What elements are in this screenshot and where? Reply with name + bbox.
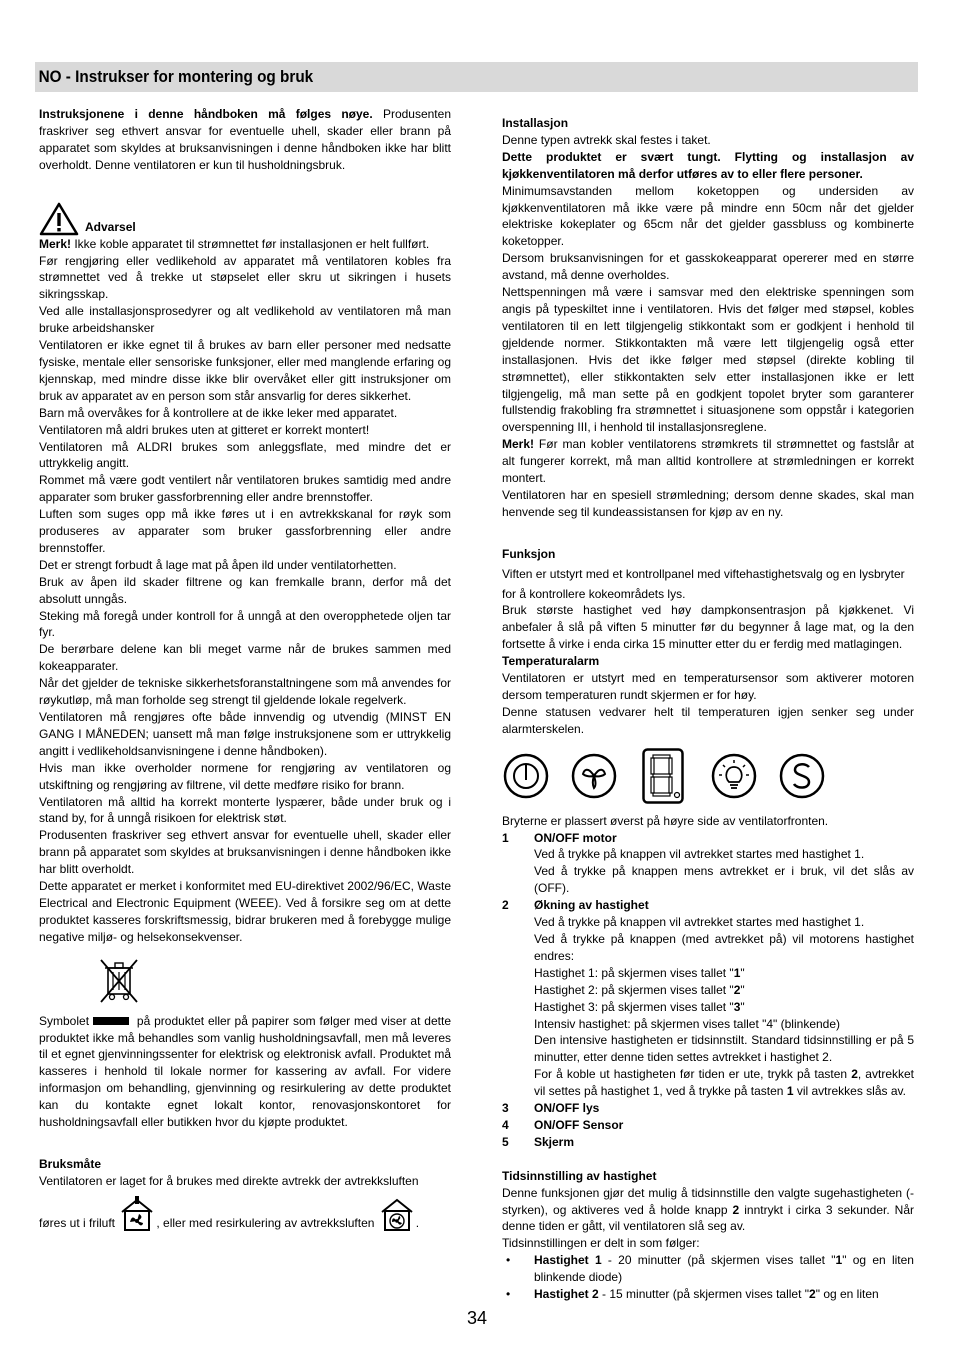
timer-text: Tidsinnstillingen er delt in som følger:	[502, 1236, 700, 1251]
paragraph: Før rengjøring eller vedlikehold av apparatet må ventilatoren kobles fra strømnettet ved å trekke ut støpselet eller skru ut sikringen i husets sikringsskap.	[39, 253, 451, 302]
bruksmate-text-b: , eller med resirkulering av avtrekksluften	[156, 1215, 375, 1230]
temp-text: Denne statusen vedvarer helt til temperaturen igjen senker seg under alarmterskelen.	[502, 704, 914, 736]
merk-paragraph	[502, 436, 914, 487]
recirculation-mode-icon	[378, 1196, 416, 1232]
speed-line: Hastighet 2: på skjermen vises tallet "2"	[534, 982, 745, 997]
bruksmate-text-c: .	[415, 1215, 420, 1230]
paragraph: Bruk av åpen ild skader filtrene og kan fremkalle brann, derfor må det absolutt unngås.	[39, 574, 451, 606]
list-item: • Hastighet 1 - 20 minutter (på skjermen vises tallet "1" og en liten blinkende diode)	[506, 1253, 914, 1285]
install-bold-text: Dette produktet er svært tungt. Flytting og installasjon av kjøkkenventilatoren må derfor utføres av to eller flere personer.	[502, 149, 914, 181]
light-icon	[710, 752, 758, 805]
paragraph: De berørbare delene kan bli meget varme når de brukes sammen med kokeapparater.	[39, 642, 451, 674]
switches-text: Bryterne er plassert øverst på høyre side av ventilatorfronten.	[502, 813, 829, 828]
paragraph: Ventilatoren må alltid ha korrekt monterte lyspærer, både under bruk og i stand by, for å unngå risikoen for elektrisk støt.	[39, 794, 451, 826]
bruksmate-text-a: føres ut i friluft	[39, 1215, 116, 1230]
paragraph: Dette apparatet er merket i konformitet med EU-direktivet 2002/96/EC, Waste Electrical and Electronic Equipment (WEEE). Ved å forsikre seg om at dette produktet kasseres forskriftsmessig, bidrar brukeren med å forebygge mulige negative miljø- og helsekonsekvenser.	[39, 879, 451, 944]
install-text: Dersom bruksanvisningen for et gasskokeapparat opererer med en større avstand, må denne overholdes.	[502, 251, 914, 283]
list-item: 1 ON/OFF motor	[502, 830, 617, 845]
intro-bold: Instruksjonene i denne håndboken må følges nøye.	[39, 107, 373, 121]
install-text: Denne typen avtrekk skal festes i taket.	[502, 132, 711, 147]
extraction-mode-icon	[118, 1196, 156, 1232]
right-column	[502, 115, 914, 1303]
left-column	[39, 106, 451, 1232]
symbol-after: på produktet eller på papirer som følger med viser at dette produktet ikke må behandles som vanlig husholdningsavfall, men må leveres til et egnet gjenvinningssenter for elektrisk og elektronisk avfall. Produktet må kasseres i henhold til lokale normer for kassering av avfall. For videre informasjon om behandling, gjenvinning og resirkulering av dette produktet kan du kontakte egnet lokalt kontor, renovasjonskontoret for husholdningsavfall eller butikken hvor du kjøpte produktet.	[39, 1013, 451, 1130]
timer-title: Tidsinnstilling av hastighet	[502, 1168, 657, 1183]
crossed-bin-icon	[95, 956, 143, 1004]
item-text: Intensiv hastighet: på skjermen vises tallet "4" (blinkende)	[534, 1016, 841, 1031]
install-text: Minimumsavstanden mellom koketoppen og undersiden av kjøkkenventilatoren må ikke være på mindre enn 50cm når det gjelder elektriske kokeplater og 65cm når det gjelder gassbluss og kombinerte koketopper.	[502, 183, 914, 249]
item-text: Ved å trykke på knappen vil avtrekket startes med hastighet 1.	[534, 847, 865, 862]
paragraph: Ventilatoren må ALDRI brukes som anleggsflate, med mindre det er uttrykkelig angitt.	[39, 439, 451, 471]
paragraph: Rommet må være godt ventilert når ventilatoren brukes samtidig med andre apparater som bruker gassforbrenning eller andre brennstoffer.	[39, 473, 451, 505]
merk-label: Merk!	[502, 437, 535, 452]
paragraph: Ventilatoren er ikke egnet til å brukes av barn eller personer med nedsatte fysiske, mentale eller sensoriske funksjoner, eller med manglende erfaring og kjennskap, med mindre disse ikke blir overvåket eller gitt instruksjoner om bruk av apparatet av en person som står ansvarlig for deres sikkerhet.	[39, 338, 451, 403]
fan-icon	[570, 752, 618, 805]
control-panel-icons	[502, 748, 914, 809]
warning-title: Advarsel	[85, 219, 136, 234]
timer-text: Denne funksjonen gjør det mulig å tidsinnstille den valgte sugehastigheten (-styrken), og aktiveres ved å holde knapp 2 inntrykt i cirka 3 sekunder. Når denne tiden er gått, vil ventilatoren slå seg av.	[502, 1185, 915, 1234]
page-number: 34	[466, 1308, 488, 1328]
funksjon-text: Viften er utstyrt med et kontrollpanel med viftehastighetsvalg og en lysbryter	[502, 566, 905, 581]
symbol-paragraph	[39, 1013, 451, 1131]
black-bar-symbol	[93, 1017, 129, 1025]
funksjon-title: Funksjon	[502, 546, 556, 561]
weee-symbol	[95, 956, 451, 1009]
merk-text: Ikke koble apparatet til strømnettet før installasjonen er helt fullført.	[71, 236, 430, 251]
sensor-icon	[778, 752, 826, 805]
item-text: Ved å trykke på knappen vil avtrekket startes med hastighet 1.	[534, 915, 865, 930]
page-title: NO - Instrukser for montering og bruk	[38, 67, 314, 86]
paragraph: Det er strengt forbudt å lage mat på åpen ild under ventilatorhetten.	[39, 557, 397, 572]
bruksmate-line	[39, 1196, 451, 1232]
power-icon	[502, 752, 550, 805]
warning-icon	[39, 202, 79, 236]
paragraph: Steking må foregå under kontroll for å unngå at den overopphetede oljen tar fyr.	[39, 608, 451, 640]
header-bar	[35, 62, 918, 92]
paragraph: Ved alle installasjonsprosedyrer og alt vedlikehold av ventilatoren må man bruke arbeidshansker	[39, 304, 451, 336]
funksjon-text: for å kontrollere kokeområdets lys.	[502, 586, 686, 601]
merk-paragraph	[39, 236, 451, 253]
intro-text: Produsenten fraskriver seg ethvert ansvar for eventuelle uhell, skader eller brann på apparatet som skyldes at bruksanvisningen i denne håndboken ikke har blitt overholdt. Denne ventilatoren er kun til husholdningsbruk.	[39, 107, 451, 172]
bruksmate-title: Bruksmåte	[39, 1156, 102, 1171]
paragraph: Hvis man ikke overholder normene for rengjøring av ventilatoren og utskiftning og rengjøring av filtrene, vil dette medføre risiko for brann.	[39, 760, 451, 792]
list-item: 4 ON/OFF Sensor	[502, 1117, 624, 1132]
speed-line: Hastighet 1: på skjermen vises tallet "1"	[534, 965, 745, 980]
temp-title: Temperaturalarm	[502, 654, 600, 669]
list-item: 3 ON/OFF lys	[502, 1101, 600, 1116]
merk-text: Før man kobler ventilatorens strømkrets til strømnettet og fastslår at alt fungerer korrekt, må man alltid kontrollere at strømledningen er korrekt montert.	[502, 437, 914, 486]
merk-label: Merk!	[39, 236, 72, 251]
paragraph: Ventilatoren må rengjøres ofte både innvendig og utvendig (MINST EN GANG I MÅNEDEN; uansett må man følge instruksjonene som er uttrykkelig angitt i vedlikeholdsanvisningene i denne håndboken).	[39, 710, 451, 758]
item-text: Ved å trykke på knappen (med avtrekket på) vil motorens hastighet endres:	[534, 931, 914, 963]
paragraph: Barn må overvåkes for å kontrollere at de ikke leker med apparatet.	[39, 405, 398, 420]
paragraph: Produsenten fraskriver seg ethvert ansvar for eventuelle uhell, skader eller brann på apparatet som skyldes at bruksanvisningen i denne håndboken ikke har blitt overholdt.	[39, 828, 451, 877]
bruksmate-text: Ventilatoren er laget for å brukes med direkte avtrekk der avtrekksluften	[39, 1173, 419, 1188]
item-text: For å koble ut hastigheten før tiden er ute, trykk på tasten 2, avtrekket vil settes på hastighet 1, ved å trykke på tasten 1 vil avtrekkes slås av.	[534, 1067, 914, 1099]
speed-line: Hastighet 3: på skjermen vises tallet "3"	[534, 999, 745, 1014]
install-text: Nettspenningen må være i samsvar med den elektriske spenningen som angis på typeskiltet inne i ventilatoren. Hvis det følger med støpsel, kobles ventilatoren til en lett tilgjengelig stikkontakt som er godkjent i henhold til gjeldende normer. Stikkontakten må være lett tilgjengelig også etter installasjonen. Hvis det ikke følger med støpsel (direkte kobling til strømnettet), eller stikkontakten selv etter installasjonen ikke er lett tilgjengelig, må man sette på en godkjent topolet bryter som garanterer fullstendig frakobling fra strømnettet i situasjonene som oppstår i kategorien overspenning III, i henhold til installasjonsreglene.	[502, 285, 914, 435]
paragraph: Ventilatoren må aldri brukes uten at gitteret er korrekt montert!	[39, 422, 370, 437]
list-item: 2 Økning av hastighet	[502, 898, 649, 913]
display-icon	[642, 748, 684, 809]
install-title: Installasjon	[502, 116, 569, 130]
paragraph: Luften som suges opp må ikke føres ut i en avtrekkskanal for røyk som produseres av apparater som bruker gassforbrenning eller andre brennstoffer.	[39, 507, 451, 555]
intro-paragraph	[39, 106, 451, 174]
paragraph: Når det gjelder de tekniske sikkerhetsforanstaltningene som må anvendes for røykutløp, må man forholde seg strengt til gjeldende lokale regelverk.	[39, 676, 451, 708]
symbol-before: Symbolet	[39, 1013, 90, 1028]
temp-text: Ventilatoren er utstyrt med en temperatursensor som aktiverer motoren dersom temperaturen rundt skjermen er for høy.	[502, 671, 914, 702]
funksjon-text: Bruk største hastighet ved høy dampkonsentrasjon på kjøkkenet. Vi anbefaler å slå på viften 5 minutter før du begynner å lage mat, og la den fortsette å virke i enda cirka 15 minutter etter du er ferdig med matlagingen.	[502, 603, 914, 652]
item-text: Ved å trykke på knappen mens avtrekket er i bruk, vil det slås av (OFF).	[534, 864, 914, 896]
list-item: 5 Skjerm	[502, 1134, 575, 1149]
install-text: Ventilatoren har en spesiell strømledning; dersom denne skades, skal man henvende seg til kundeassistansen for kjøp av en ny.	[502, 487, 914, 519]
warning-heading	[39, 202, 451, 236]
list-item: • Hastighet 2 - 15 minutter (på skjermen vises tallet "2" og en liten	[506, 1287, 879, 1302]
item-text: Den intensive hastigheten er tidsinnstilt. Standard tidsinnstilling er på 5 minutter, etter denne tiden settes avtrekket i hastighet 2.	[534, 1033, 914, 1065]
